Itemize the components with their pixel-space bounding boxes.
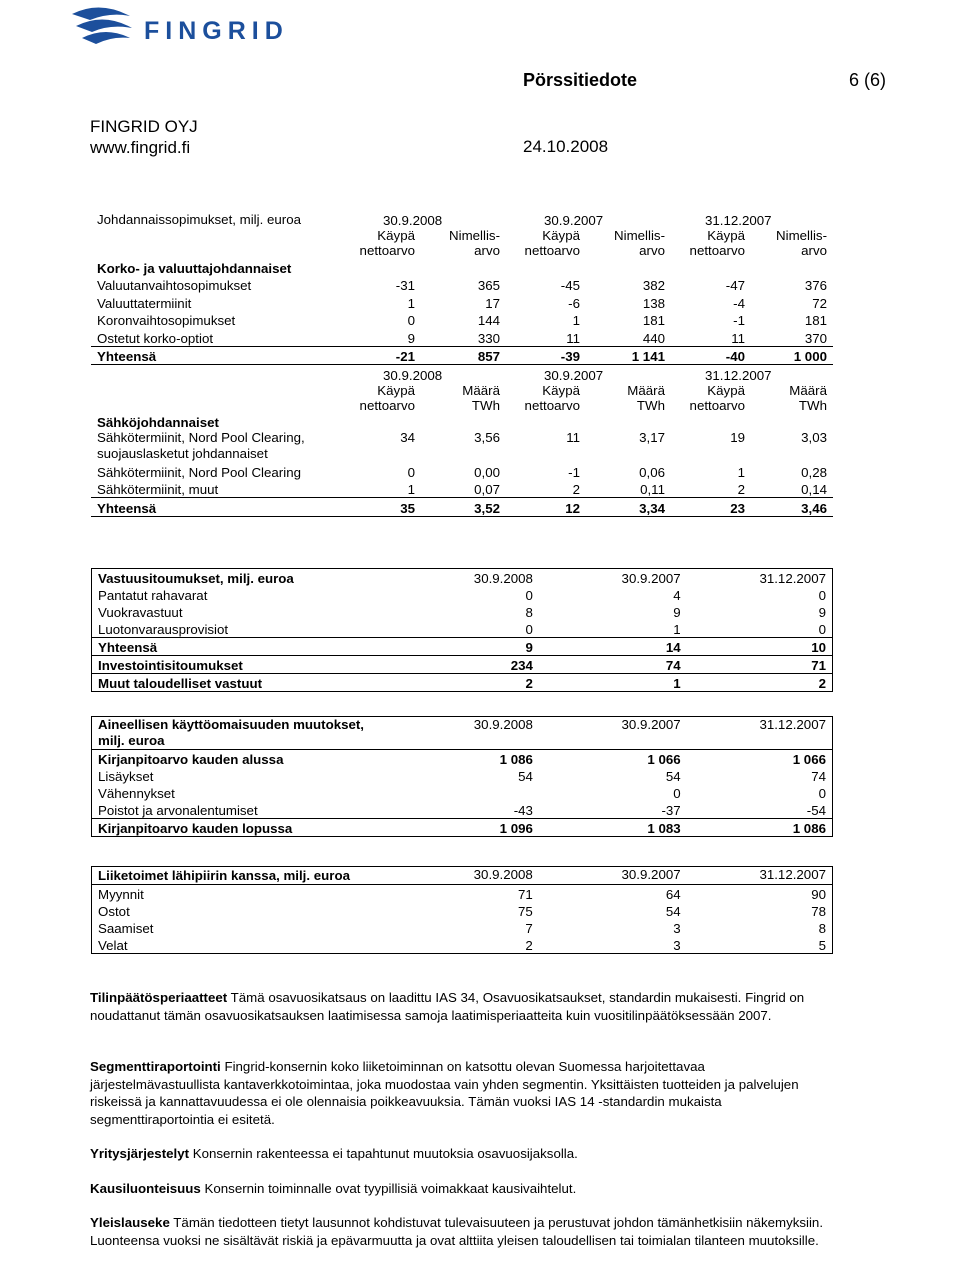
col-header: Käypä nettoarvo	[689, 382, 745, 413]
table-row: Muut taloudelliset vastuut 2 1 2	[98, 676, 826, 691]
date-col-1: 30.9.2008	[383, 213, 443, 228]
total-row: Yhteensä 35 3,52 12 3,34 23 3,46	[91, 498, 833, 517]
col-header: Käypä nettoarvo	[359, 228, 415, 258]
paragraph-text: Konsernin toiminnalle ovat tyypillisiä voimakkaat kausivaihtelut.	[200, 1181, 577, 1196]
table-row: Koronvaihtosopimukset 0 144 1 181 -1 181	[97, 313, 827, 328]
related-party-table	[91, 866, 833, 954]
table-row: Velat 2 3 5	[98, 938, 826, 953]
page-number: 6 (6)	[849, 70, 887, 90]
table-row: Kirjanpitoarvo kauden alussa 1 086 1 066 1 066	[98, 752, 826, 767]
total-row: Kirjanpitoarvo kauden lopussa 1 096 1 083 1 086	[98, 821, 826, 836]
col-header: Käypä nettoarvo	[524, 382, 580, 413]
paragraph-text: Konsernin rakenteessa ei tapahtunut muutoksia osavuosijaksolla.	[189, 1146, 578, 1161]
derivatives-table	[91, 211, 833, 517]
company-website: www.fingrid.fi	[90, 138, 191, 157]
derivatives-title-row	[91, 211, 833, 228]
release-date: 24.10.2008	[523, 137, 609, 156]
paragraph-business-arrangements	[90, 1145, 830, 1163]
table-row: Sähkötermiinit, Nord Pool Clearing 0 0,00 -1 0,06 1 0,28	[97, 464, 827, 480]
company-name: FINGRID OYJ	[90, 117, 198, 136]
table-row: Lisäykset 54 54 74	[98, 769, 826, 784]
fingrid-logo	[70, 4, 300, 48]
paragraph-disclaimer	[90, 1214, 830, 1249]
column-header-row	[91, 228, 833, 258]
total-row: Yhteensä 9 14 10	[92, 638, 833, 656]
document-type: Pörssitiedote	[523, 70, 638, 90]
col-header: Määrä TWh	[627, 382, 665, 413]
paragraph-heading: Yleislauseke	[90, 1215, 170, 1230]
company-block	[90, 116, 198, 158]
paragraph-accounting-principles	[90, 989, 830, 1024]
table-row: Investointisitoumukset 234 74 71	[92, 656, 833, 674]
table-row: Vähennykset 0 0	[98, 786, 826, 801]
table-row: Luotonvarausprovisiot 0 1 0	[92, 620, 833, 638]
section-header: Korko- ja valuuttajohdannaiset	[97, 260, 292, 276]
col-header: Käypä nettoarvo	[689, 228, 745, 258]
paragraph-text: Fingrid-konsernin koko liiketoiminnan on katsottu olevan Suomessa harjoitettavaa järjestelmävastuullista kantaverkkotoimintaa, joka muodostaa vain yhden segmentin. Yksittäisten tuotteiden ja palvelujen riskeissä ja kannattavuudessa ei ole olennaisia poikkeavuuksia. Tämän vuoksi IAS 14 -standardin mukaista segmenttiraportointia ei esitetä.	[90, 1059, 799, 1127]
col-header: Käypä nettoarvo	[524, 228, 580, 258]
paragraph-text: Tämä osavuosikatsaus on laadittu IAS 34, Osavuosikatsaukset, standardin mukaisesti. Fingrid on noudattanut tämän osavuosikatsauksen laatimisessa samoja laatimisperiaatteita kuin vuositilinpäätöksessään 2007.	[90, 990, 805, 1023]
total-row: Yhteensä -21 857 -39 1 141 -40 1 000	[91, 346, 833, 365]
table-row: Ostetut korko-optiot 9 330 11 440 11 370	[91, 328, 833, 346]
col-header: Määrä TWh	[462, 382, 500, 413]
fixed-assets-table	[91, 716, 833, 837]
date-col-2: 30.9.2007	[544, 213, 604, 228]
electricity-date-row: 30.9.2008 30.9.2007 31.12.2007	[383, 367, 772, 383]
paragraph-segment-reporting	[90, 1058, 830, 1128]
table-row: Sähkötermiinit, Nord Pool Clearing, suojauslasketut johdannaiset 34 3,56 11 3,17 19 3,03	[97, 430, 827, 461]
paragraph-heading: Yritysjärjestelyt	[90, 1146, 190, 1161]
table-row: Valuuttatermiinit 1 17 -6 138 -4 72	[97, 295, 827, 311]
col-header: Käypä nettoarvo	[359, 382, 415, 413]
table-row: Saamiset 7 3 8	[98, 921, 826, 936]
col-header: Nimellis- arvo	[449, 228, 500, 258]
liabilities-table	[91, 568, 833, 692]
table-row: Valuutanvaihtosopimukset -31 365 -45 382 -47 376	[97, 278, 827, 293]
table-row: Pantatut rahavarat 0 4 0	[98, 588, 826, 603]
section-header-row	[91, 258, 833, 276]
table-row: Ostot 75 54 78	[98, 904, 826, 919]
logo-wordmark: FINGRID	[144, 17, 289, 45]
paragraph-heading: Tilinpäätösperiaatteet	[90, 990, 228, 1005]
col-header: Nimellis- arvo	[614, 228, 665, 258]
table-row: Vuokravastuut 8 9 9	[98, 605, 826, 620]
paragraph-heading: Kausiluonteisuus	[90, 1181, 201, 1196]
paragraph-heading: Segmenttiraportointi	[90, 1059, 221, 1074]
table-title-row: Vastuusitoumukset, milj. euroa 30.9.2008 30.9.2007 31.12.2007	[98, 571, 826, 586]
table-row: Sähkötermiinit, muut 1 0,07 2 0,11 2 0,14	[91, 480, 833, 498]
paragraph-text: Tämän tiedotteen tietyt lausunnot kohdistuvat tulevaisuuteen ja perustuvat johdon tämänhetkisiin näkemyksiin. Luonteensa vuoksi ne sisältävät riskiä ja epävarmuutta ja ovat alttiita yleisen taloudellisen tai toimialan tilanteen muutoksille.	[90, 1215, 824, 1248]
col-header: Määrä TWh	[789, 382, 827, 413]
paragraph-seasonality	[90, 1180, 830, 1198]
table-title-row: Aineellisen käyttöomaisuuden muutokset, milj. euroa 30.9.2008 30.9.2007 31.12.2007	[92, 717, 833, 750]
table-row: Myynnit 71 64 90	[98, 887, 826, 902]
section-header-row: Sähköjohdannaiset	[97, 415, 219, 430]
table-title-row: Liiketoimet lähipiirin kanssa, milj. euroa 30.9.2008 30.9.2007 31.12.2007	[92, 867, 833, 885]
column-header-row	[91, 383, 833, 413]
table-row: Poistot ja arvonalentumiset -43 -37 -54	[92, 801, 833, 819]
derivatives-title: Johdannaissopimukset, milj. euroa	[97, 212, 301, 227]
date-col-3: 31.12.2007	[705, 213, 772, 228]
col-header: Nimellis- arvo	[776, 228, 827, 258]
